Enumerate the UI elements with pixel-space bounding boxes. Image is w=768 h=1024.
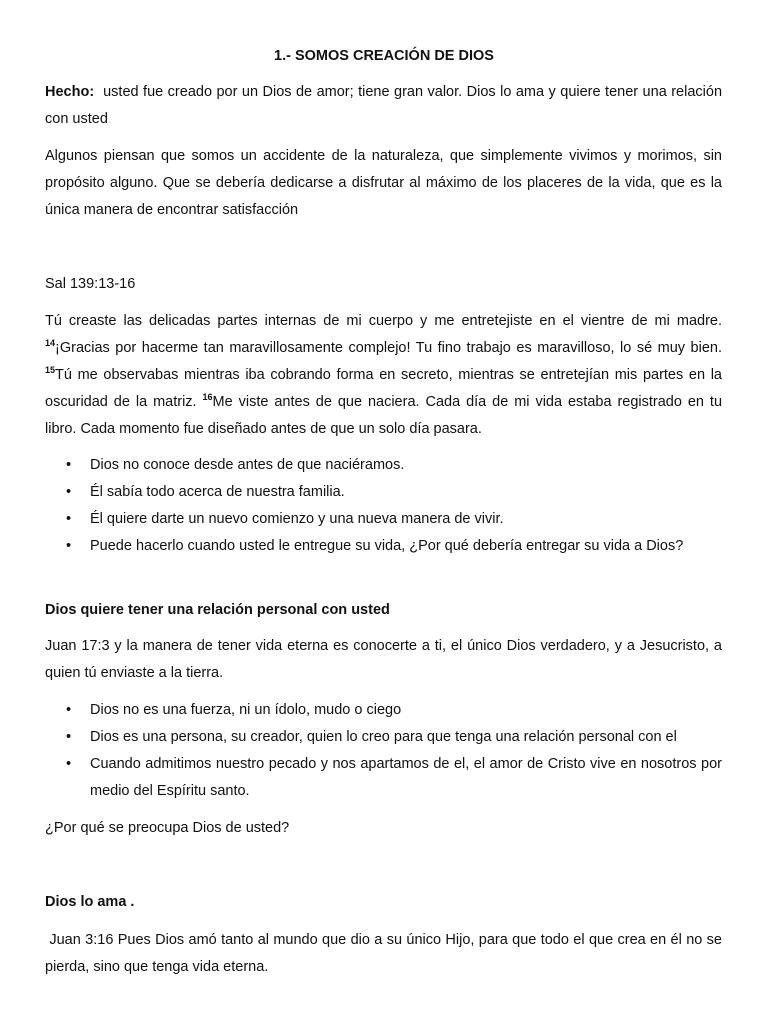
psalm-reference: Sal 139:13-16 <box>45 276 136 292</box>
bullet-icon: • <box>66 756 72 772</box>
bullet-list-1 <box>45 452 722 560</box>
list-item-text: Dios no conoce desde antes de que naciéramos. <box>90 457 405 473</box>
list-item <box>45 479 722 506</box>
list-item-text: Puede hacerlo cuando usted le entregue su vida, ¿Por qué debería entregar su vida a Dios? <box>90 538 684 554</box>
question-line: ¿Por qué se preocupa Dios de usted? <box>45 820 290 836</box>
psalm-verse-15: Tú me observabas mientras iba cobrando forma en secreto, mientras se entretejían mis partes en la oscuridad de la matriz. <box>45 367 722 410</box>
section-heading-relationship: Dios quiere tener una relación personal con usted <box>45 602 390 618</box>
list-item <box>45 533 722 560</box>
intro-paragraph: Algunos piensan que somos un accidente de la naturaleza, que simplemente vivimos y morimos, sin propósito alguno. Que se debería dedicarse a disfrutar al máximo de los placeres de la vida, que es la única manera de encontrar satisfacción <box>45 148 722 218</box>
section-heading-love: Dios lo ama . <box>45 894 135 910</box>
hecho-text: usted fue creado por un Dios de amor; tiene gran valor. Dios lo ama y quiere tener una relación con usted <box>45 84 723 127</box>
psalm-verse-16: Me viste antes de que naciera. Cada día de mi vida estaba registrado en tu libro. Cada momento fue diseñado antes de que un solo día pasara. <box>45 394 723 437</box>
psalm-passage <box>45 308 722 443</box>
juan-3-16-verse: Juan 3:16 Pues Dios amó tanto al mundo que dio a su único Hijo, para que todo el que crea en él no se pierda, sino que tenga vida eterna. <box>45 932 727 975</box>
page-title: 1.- SOMOS CREACIÓN DE DIOS <box>274 48 494 64</box>
list-item-text: Dios no es una fuerza, ni un ídolo, mudo o ciego <box>90 702 402 718</box>
bullet-icon: • <box>66 457 72 473</box>
list-item <box>45 751 722 805</box>
verse-number-16: 16 <box>202 392 213 402</box>
list-item <box>45 724 722 751</box>
list-item <box>45 452 722 479</box>
list-item-text: Él quiere darte un nuevo comienzo y una nueva manera de vivir. <box>90 511 504 527</box>
psalm-verse-14: ¡Gracias por hacerme tan maravillosamente complejo! Tu fino trabajo es maravilloso, lo sé muy bien. <box>55 340 722 356</box>
verse-number-14: 14 <box>45 338 56 348</box>
verse-number-15: 15 <box>45 365 56 375</box>
bullet-icon: • <box>66 702 72 718</box>
juan-17-3-verse: Juan 17:3 y la manera de tener vida eterna es conocerte a ti, el único Dios verdadero, y a Jesucristo, a quien tú enviaste a la tierra. <box>45 638 722 681</box>
bullet-icon: • <box>66 484 72 500</box>
bullet-icon: • <box>66 538 72 554</box>
list-item-text: Dios es una persona, su creador, quien lo creo para que tenga una relación personal con el <box>90 729 677 745</box>
hecho-paragraph <box>45 79 722 133</box>
bullet-icon: • <box>66 729 72 745</box>
list-item <box>45 697 722 724</box>
list-item-text: Cuando admitimos nuestro pecado y nos apartamos de el, el amor de Cristo vive en nosotros por medio del Espíritu santo. <box>90 756 722 799</box>
bullet-list-2 <box>45 697 722 805</box>
hecho-label: Hecho: <box>45 84 95 100</box>
bullet-icon: • <box>66 511 72 527</box>
psalm-verse-13: Tú creaste las delicadas partes internas de mi cuerpo y me entretejiste en el vientre de mi madre. <box>45 313 722 329</box>
list-item <box>45 506 722 533</box>
list-item-text: Él sabía todo acerca de nuestra familia. <box>90 484 345 500</box>
